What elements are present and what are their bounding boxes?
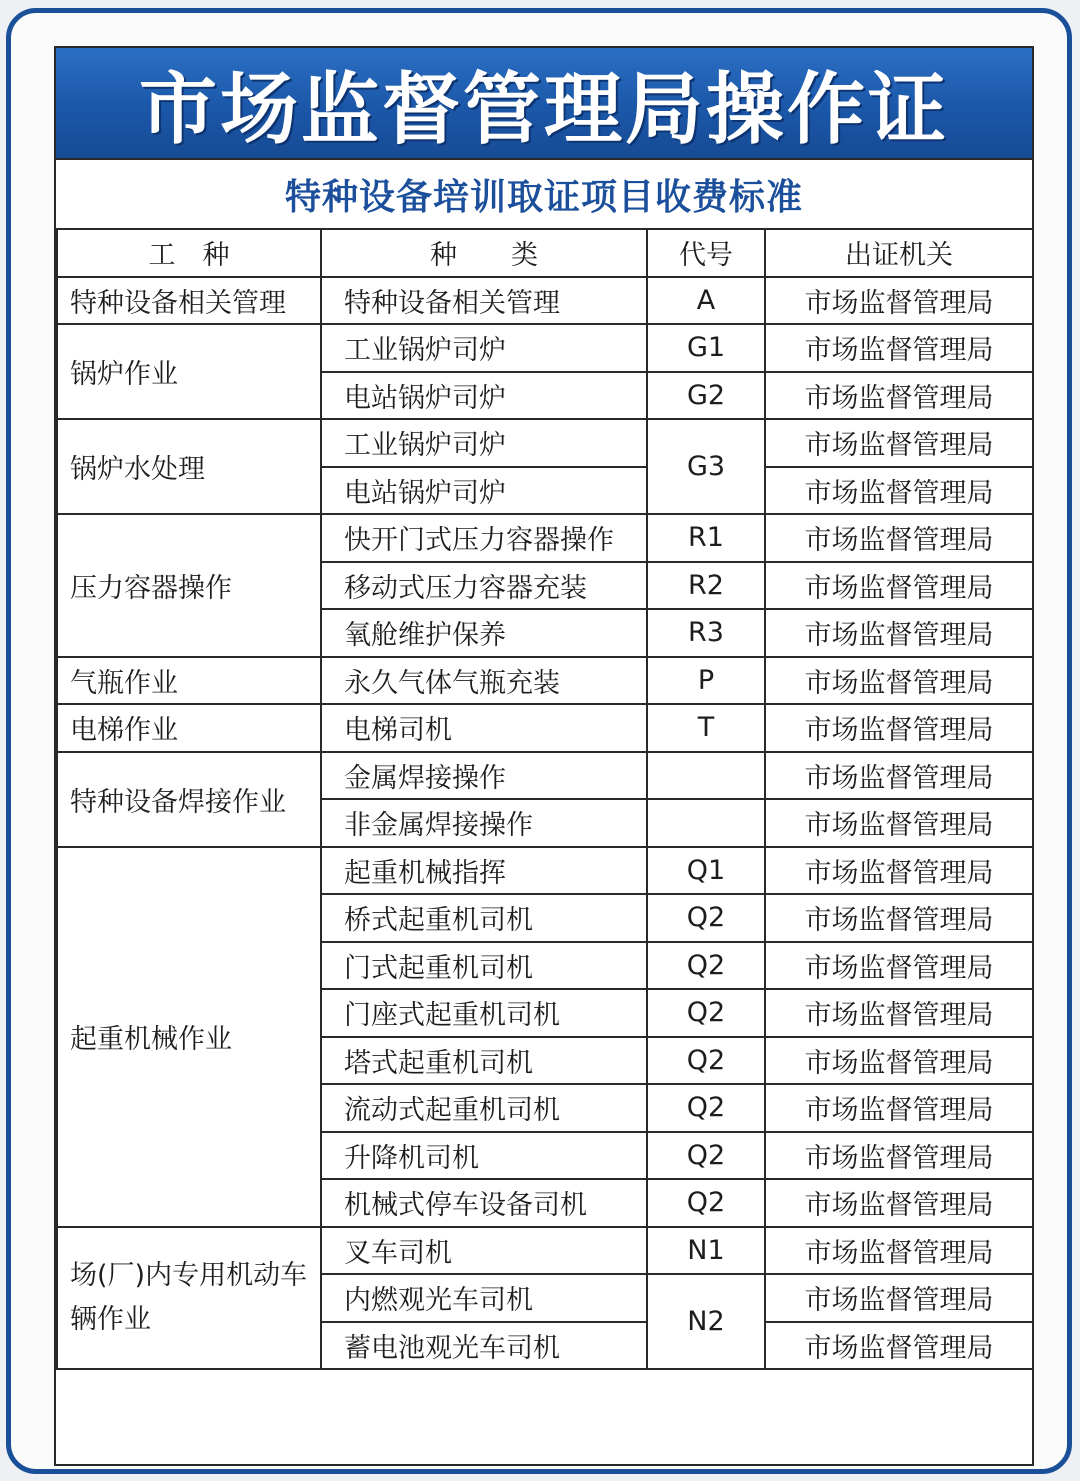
org-cell: 市场监督管理局 [765,799,1033,847]
header-kind: 种 类 [321,229,647,277]
kind-cell: 蓄电池观光车司机 [321,1322,647,1370]
org-cell: 市场监督管理局 [765,419,1033,467]
table-row [57,847,1033,895]
code-cell: T [647,704,765,752]
code-cell: A [647,277,765,325]
code-cell: Q2 [647,894,765,942]
work-cell: 压力容器操作 [57,514,321,657]
kind-cell: 电站锅炉司炉 [321,372,647,420]
org-cell: 市场监督管理局 [765,989,1033,1037]
org-cell: 市场监督管理局 [765,1322,1033,1370]
work-cell: 场(厂)内专用机动车辆作业 [57,1227,321,1370]
table-row [57,1227,1033,1275]
code-cell: Q2 [647,1132,765,1180]
certificate-table [56,228,1034,1370]
org-cell: 市场监督管理局 [765,894,1033,942]
org-cell: 市场监督管理局 [765,704,1033,752]
kind-cell: 流动式起重机司机 [321,1084,647,1132]
code-cell: Q2 [647,1179,765,1227]
page-title: 市场监督管理局操作证 [138,65,949,155]
org-cell: 市场监督管理局 [765,847,1033,895]
org-cell: 市场监督管理局 [765,1084,1033,1132]
work-cell: 锅炉作业 [57,324,321,419]
kind-cell: 快开门式压力容器操作 [321,514,647,562]
org-cell: 市场监督管理局 [765,467,1033,515]
kind-cell: 金属焊接操作 [321,752,647,800]
kind-cell: 门式起重机司机 [321,942,647,990]
kind-cell: 非金属焊接操作 [321,799,647,847]
code-cell: Q2 [647,1037,765,1085]
work-cell: 锅炉水处理 [57,419,321,514]
org-cell: 市场监督管理局 [765,657,1033,705]
kind-cell: 桥式起重机司机 [321,894,647,942]
code-cell: P [647,657,765,705]
code-cell [647,752,765,800]
org-cell: 市场监督管理局 [765,609,1033,657]
code-cell: N1 [647,1227,765,1275]
org-cell: 市场监督管理局 [765,324,1033,372]
kind-cell: 工业锅炉司炉 [321,324,647,372]
code-cell [647,799,765,847]
code-cell: R2 [647,562,765,610]
table-row [57,704,1033,752]
table-row [57,277,1033,325]
code-cell: G2 [647,372,765,420]
kind-cell: 门座式起重机司机 [321,989,647,1037]
table-row [57,657,1033,705]
org-cell: 市场监督管理局 [765,1037,1033,1085]
kind-cell: 氧舱维护保养 [321,609,647,657]
work-cell: 电梯作业 [57,704,321,752]
kind-cell: 移动式压力容器充装 [321,562,647,610]
kind-cell: 内燃观光车司机 [321,1274,647,1322]
work-cell: 起重机械作业 [57,847,321,1227]
kind-cell: 永久气体气瓶充装 [321,657,647,705]
fee-sheet [54,46,1034,1466]
work-cell: 气瓶作业 [57,657,321,705]
work-cell: 特种设备焊接作业 [57,752,321,847]
org-cell: 市场监督管理局 [765,942,1033,990]
code-cell: R3 [647,609,765,657]
org-cell: 市场监督管理局 [765,1179,1033,1227]
table-row [57,752,1033,800]
kind-cell: 叉车司机 [321,1227,647,1275]
kind-cell: 起重机械指挥 [321,847,647,895]
table-row [57,419,1033,467]
header-work: 工 种 [57,229,321,277]
org-cell: 市场监督管理局 [765,1132,1033,1180]
org-cell: 市场监督管理局 [765,372,1033,420]
org-cell: 市场监督管理局 [765,752,1033,800]
code-cell: Q2 [647,989,765,1037]
code-cell: G1 [647,324,765,372]
code-cell: R1 [647,514,765,562]
code-cell: Q2 [647,1084,765,1132]
kind-cell: 塔式起重机司机 [321,1037,647,1085]
code-cell: Q1 [647,847,765,895]
code-cell: G3 [647,419,765,514]
header-org: 出证机关 [765,229,1033,277]
kind-cell: 机械式停车设备司机 [321,1179,647,1227]
kind-cell: 工业锅炉司炉 [321,419,647,467]
org-cell: 市场监督管理局 [765,514,1033,562]
title-banner [56,48,1032,158]
code-cell: Q2 [647,942,765,990]
org-cell: 市场监督管理局 [765,1227,1033,1275]
kind-cell: 升降机司机 [321,1132,647,1180]
org-cell: 市场监督管理局 [765,1274,1033,1322]
header-code: 代号 [647,229,765,277]
header-row [57,229,1033,277]
code-cell: N2 [647,1274,765,1369]
table-row [57,324,1033,372]
org-cell: 市场监督管理局 [765,562,1033,610]
kind-cell: 特种设备相关管理 [321,277,647,325]
kind-cell: 电站锅炉司炉 [321,467,647,515]
table-row [57,514,1033,562]
table-subtitle: 特种设备培训取证项目收费标准 [56,158,1032,228]
work-cell: 特种设备相关管理 [57,277,321,325]
org-cell: 市场监督管理局 [765,277,1033,325]
kind-cell: 电梯司机 [321,704,647,752]
